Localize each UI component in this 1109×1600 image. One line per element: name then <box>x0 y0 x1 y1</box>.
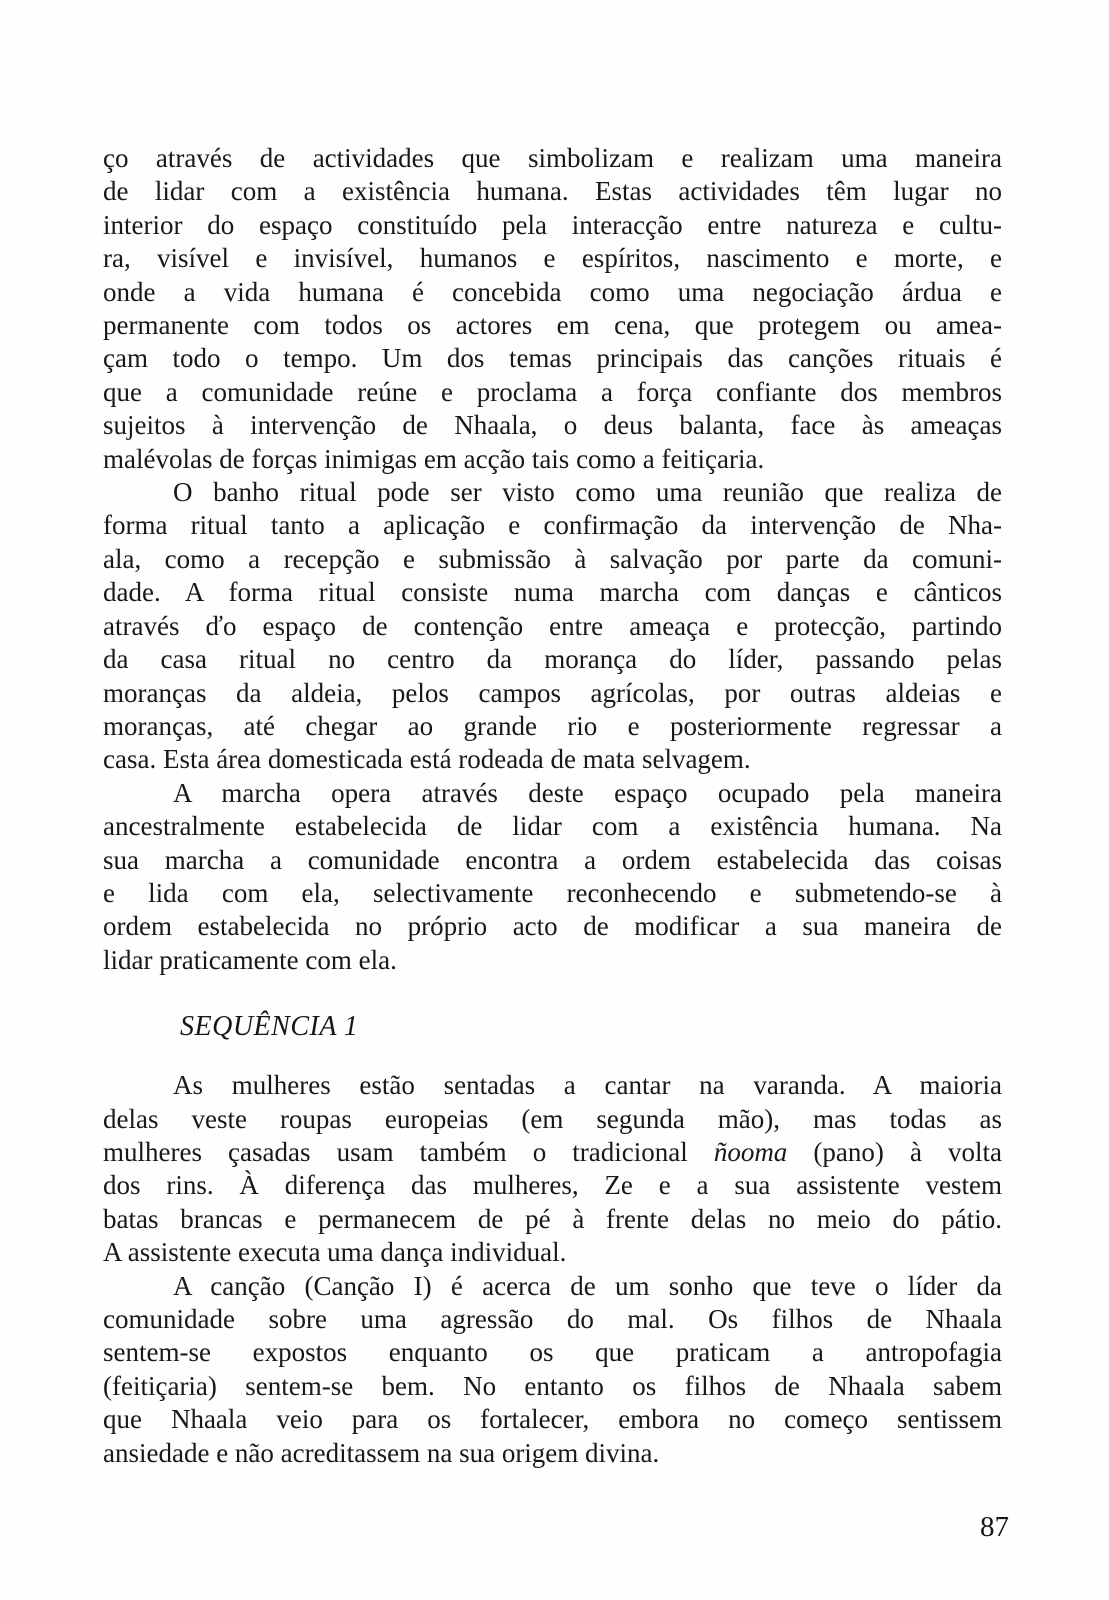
text-line: moranças, até chegar ao grande rio e posteriormente regressar a <box>103 710 1002 741</box>
text-line: A canção (Canção I) é acerca de um sonho que teve o líder da <box>173 1270 1002 1301</box>
text-line: mulheres çasadas usam também o tradicional ñooma (pano) à volta <box>103 1136 1002 1167</box>
text-line: sentem-se expostos enquanto os que praticam a antropofagia <box>103 1337 1002 1368</box>
paragraph <box>103 777 1002 977</box>
text-line: ala, como a recepção e submissão à salvação por parte da comuni- <box>103 543 1002 574</box>
text-line: ansiedade e não acreditassem na sua origem divina. <box>103 1437 660 1468</box>
text-line: ordem estabelecida no próprio acto de modificar a sua maneira de <box>103 911 1002 942</box>
text-line: (feitiçaria) sentem-se bem. No entanto os filhos de Nhaala sabem <box>103 1370 1002 1401</box>
text-line: sujeitos à intervenção de Nhaala, o deus balanta, face às ameaças <box>103 410 1002 441</box>
paragraph <box>103 1069 1002 1269</box>
text-line: O banho ritual pode ser visto como uma reunião que realiza de <box>173 477 1002 508</box>
paragraph <box>103 476 1002 777</box>
text-line: lidar praticamente com ela. <box>103 944 397 975</box>
text-line: A assistente executa uma dança individual. <box>103 1237 567 1268</box>
text-line: ra, visível e invisível, humanos e espíritos, nascimento e morte, e <box>103 243 1002 274</box>
text-line: A marcha opera através deste espaço ocupado pela maneira <box>173 777 1002 808</box>
text-line: batas brancas e permanecem de pé à frente delas no meio do pátio. <box>103 1203 1002 1234</box>
body-paragraphs-bottom <box>103 1069 1002 1470</box>
text-line: moranças da aldeia, pelos campos agrícolas, por outras aldeias e <box>103 677 1002 708</box>
text-line: interior do espaço constituído pela interacção entre natureza e cultu- <box>103 209 1002 240</box>
text-line: As mulheres estão sentadas a cantar na varanda. A maioria <box>173 1070 1002 1101</box>
text-line: da casa ritual no centro da morança do líder, passando pelas <box>103 644 1002 675</box>
paragraph <box>103 1270 1002 1470</box>
text-line: delas veste roupas europeias (em segunda mão), mas todas as <box>103 1103 1002 1134</box>
text-line: çam todo o tempo. Um dos temas principais das canções rituais é <box>103 343 1002 374</box>
text-line: casa. Esta área domesticada está rodeada de mata selvagem. <box>103 744 751 775</box>
sequence-heading: SEQUÊNCIA 1 <box>180 1011 359 1043</box>
text-line: de lidar com a existência humana. Estas actividades têm lugar no <box>103 176 1002 207</box>
text-line: forma ritual tanto a aplicação e confirmação da intervenção de Nha- <box>103 510 1002 541</box>
text-line: através ďo espaço de contenção entre ameaça e protecção, partindo <box>103 610 1002 641</box>
text-line: e lida com ela, selectivamente reconhecendo e submetendo-se à <box>103 877 1002 908</box>
text-line: que Nhaala veio para os fortalecer, embora no começo sentissem <box>103 1404 1002 1435</box>
text-line: sua marcha a comunidade encontra a ordem estabelecida das coisas <box>103 844 1002 875</box>
text-line: dade. A forma ritual consiste numa marcha com danças e cânticos <box>103 577 1002 608</box>
text-line: onde a vida humana é concebida como uma negociação árdua e <box>103 276 1002 307</box>
text-line: ço através de actividades que simbolizam e realizam uma maneira <box>103 143 1002 173</box>
text-line: permanente com todos os actores em cena, que protegem ou amea- <box>103 310 1002 341</box>
body-paragraphs-top <box>103 142 1002 977</box>
text-line: dos rins. À diferença das mulheres, Ze e a sua assistente vestem <box>103 1170 1002 1201</box>
text-line: ancestralmente estabelecida de lidar com a existência humana. Na <box>103 811 1002 842</box>
text-line: que a comunidade reúne e proclama a força confiante dos membros <box>103 376 1002 407</box>
italic-term: ñooma <box>713 1136 788 1167</box>
page-text-block <box>103 142 1002 1470</box>
paragraph <box>103 142 1002 476</box>
text-line: comunidade sobre uma agressão do mal. Os filhos de Nhaala <box>103 1304 1002 1334</box>
text-line: malévolas de forças inimigas em acção tais como a feitiçaria. <box>103 443 765 474</box>
page-number: 87 <box>980 1511 1009 1543</box>
